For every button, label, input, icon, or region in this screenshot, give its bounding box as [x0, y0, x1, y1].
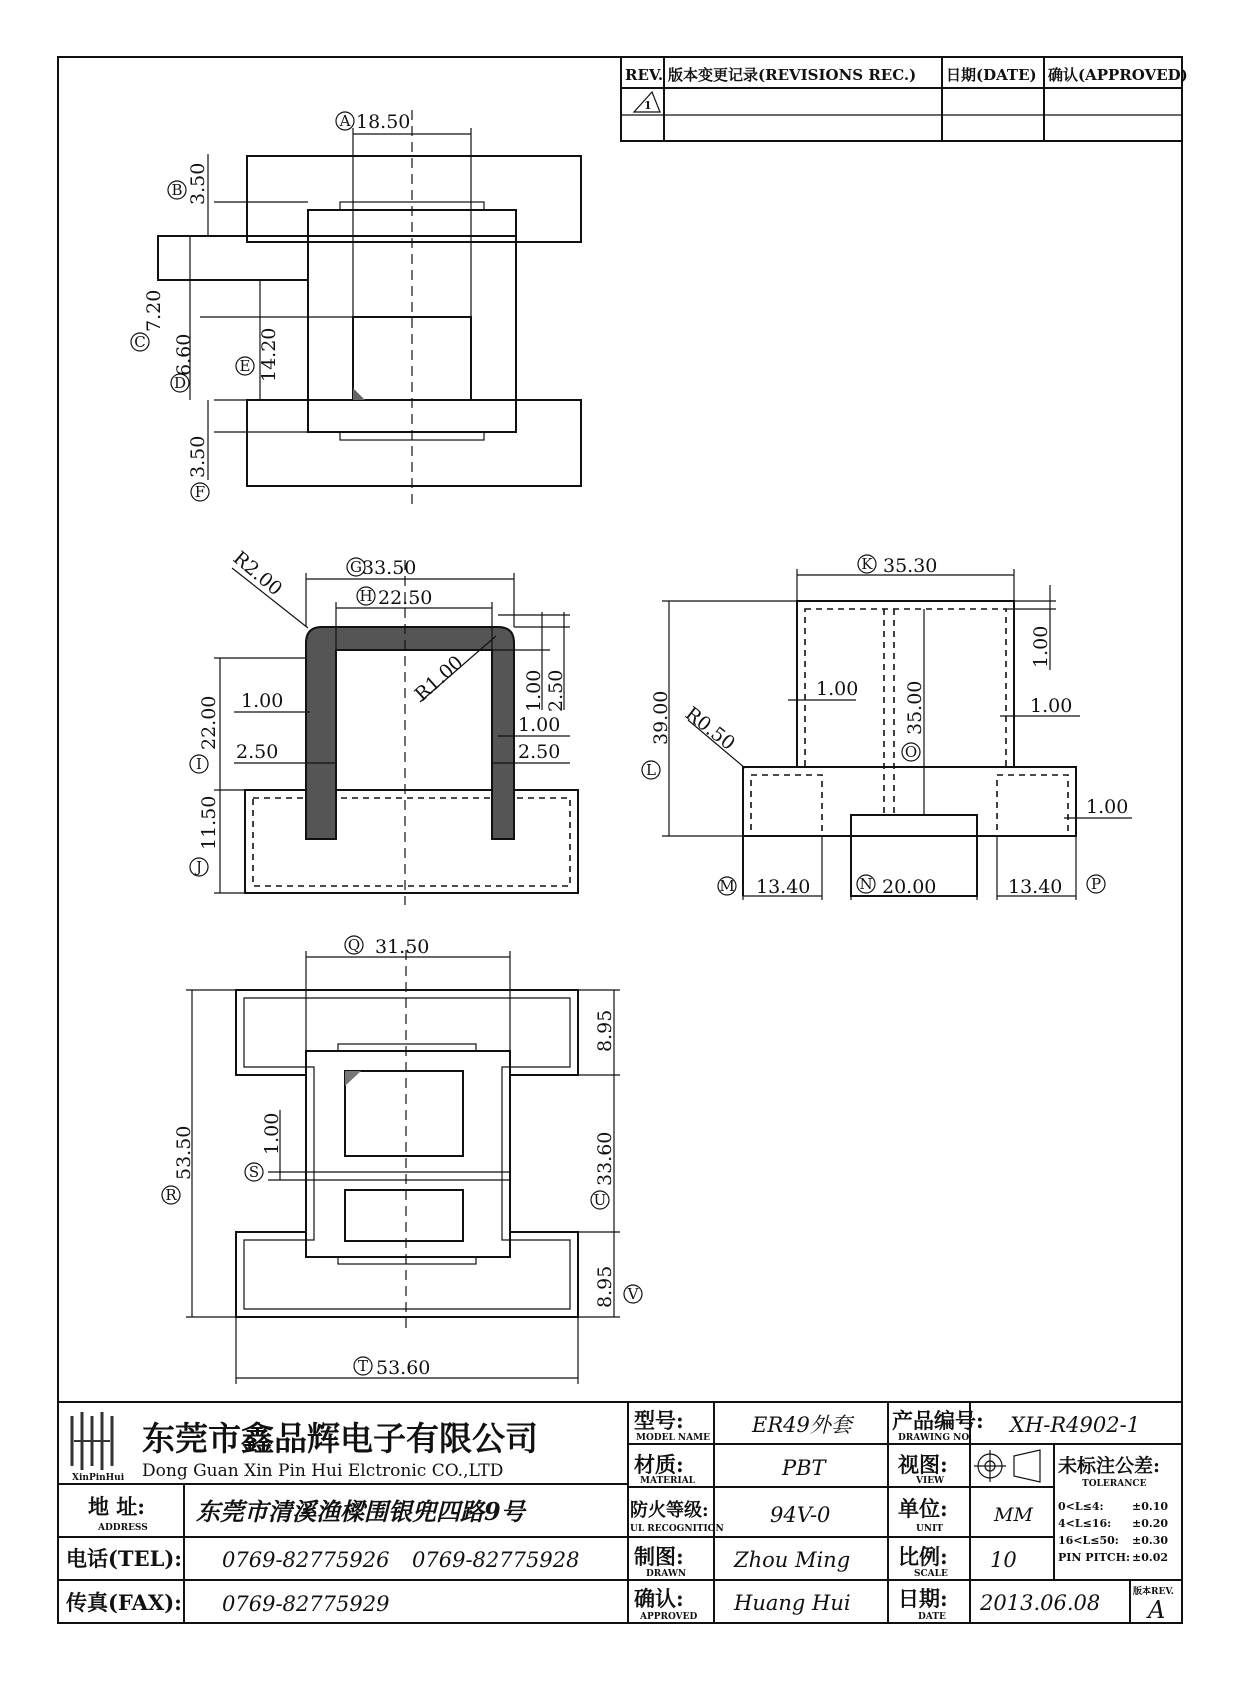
dim-a: 18.50 [356, 111, 411, 133]
dim-h: 22.50 [378, 587, 433, 609]
label-u: U [593, 1191, 607, 1209]
dim-m: 13.40 [756, 876, 811, 898]
fax-label: 传真(FAX): [66, 1590, 182, 1615]
address-label: 地 址: [88, 1494, 146, 1519]
label-e: E [239, 357, 251, 375]
dim-u: 33.60 [594, 1131, 616, 1186]
label-k: K [861, 555, 873, 573]
address-sub: ADDRESS [98, 1523, 148, 1533]
dim-wall-left-2: 2.50 [236, 741, 279, 763]
logo-text: XinPinHui [72, 1473, 125, 1483]
label-i: I [196, 755, 202, 773]
date-sub: DATE [918, 1612, 946, 1622]
approved-header: 确认(APPROVED) [1048, 66, 1188, 84]
dim-c: 7.20 [143, 289, 165, 332]
company-name-cn: 东莞市鑫品辉电子有限公司 [142, 1419, 538, 1458]
dim-t-right: 1.00 [1030, 695, 1073, 717]
model-value: ER49外套 [752, 1413, 852, 1437]
dim-wall-right-2: 2.50 [518, 741, 561, 763]
label-f: F [194, 483, 206, 501]
rev-header: REV. [625, 66, 664, 84]
material-label: 材质: [634, 1452, 684, 1477]
label-v: V [627, 1285, 639, 1303]
dim-n: 20.00 [882, 876, 937, 898]
tel-label: 电话(TEL): [66, 1546, 183, 1571]
model-label: 型号: [634, 1408, 684, 1433]
tol-range-2: 4<L≤16: [1058, 1517, 1112, 1530]
label-c: C [134, 333, 146, 351]
dim-f: 3.50 [187, 435, 209, 478]
dim-top-b: 2.50 [545, 669, 567, 712]
fax-value: 0769-82775929 [222, 1592, 390, 1616]
dim-k: 35.30 [883, 555, 938, 577]
dim-b: 3.50 [187, 162, 209, 205]
dim-t: 53.60 [376, 1357, 431, 1379]
dim-top-a: 1.00 [523, 669, 545, 712]
dim-q: 31.50 [375, 936, 430, 958]
approved-value: Huang Hui [734, 1591, 851, 1615]
revision-table [621, 57, 1188, 141]
dim-r-outer: R2.00 [228, 546, 287, 601]
material-sub: MATERIAL [640, 1476, 696, 1486]
company-logo [72, 1412, 125, 1483]
drawn-value: Zhou Ming [734, 1548, 851, 1572]
date-label: 日期: [898, 1586, 948, 1611]
top-view [131, 110, 581, 505]
dim-j: 11.50 [198, 795, 220, 850]
drawn-sub: DRAWN [646, 1569, 687, 1579]
tol-value-1: ±0.10 [1132, 1500, 1169, 1513]
dim-t-left: 1.00 [816, 678, 859, 700]
dim-t-top: 1.00 [1030, 625, 1052, 668]
scale-value: 10 [990, 1548, 1017, 1572]
fire-label: 防火等级: [630, 1500, 709, 1521]
dim-wall-right-1: 1.00 [518, 714, 561, 736]
tol-value-2: ±0.20 [1132, 1517, 1169, 1530]
approved-sub: APPROVED [640, 1612, 698, 1622]
unit-sub: UNIT [916, 1524, 943, 1534]
bottom-view [162, 936, 642, 1384]
label-r: R [165, 1186, 177, 1204]
label-b: B [171, 181, 183, 199]
dim-r-side: R0.50 [680, 702, 740, 755]
tol-range-4: PIN PITCH: [1058, 1551, 1131, 1564]
unit-label: 单位: [898, 1496, 948, 1521]
label-d: D [173, 374, 187, 392]
dwg-label: 产品编号: [892, 1408, 984, 1433]
label-p: P [1090, 875, 1102, 893]
dim-wall-left-1: 1.00 [241, 690, 284, 712]
front-view [190, 547, 578, 905]
scale-label: 比例: [898, 1544, 948, 1569]
rev-value: A [1148, 1596, 1166, 1624]
label-a: A [339, 112, 351, 130]
rev-label: 版本REV. [1133, 1587, 1174, 1597]
dwg-value: XH-R4902-1 [1010, 1413, 1141, 1437]
date-value: 2013.06.08 [980, 1591, 1101, 1615]
fire-sub: UL RECOGNITION [630, 1524, 724, 1534]
tolerance-label: 未标注公差: [1058, 1455, 1161, 1477]
tol-range-1: 0<L≤4: [1058, 1500, 1104, 1513]
sheet-border [58, 57, 1182, 1623]
approved-label: 确认: [634, 1586, 684, 1611]
label-m: M [719, 877, 735, 895]
dim-top-h: 8.95 [594, 1009, 616, 1052]
dim-r: 53.50 [173, 1125, 195, 1180]
tol-value-3: ±0.30 [1132, 1534, 1169, 1547]
dwg-sub: DRAWING NO. [898, 1433, 972, 1443]
dim-s: 1.00 [261, 1112, 283, 1155]
label-s: S [248, 1163, 260, 1181]
title-block [58, 1402, 1182, 1624]
label-n: N [859, 875, 873, 893]
tel-2: 0769-82775928 [412, 1548, 580, 1572]
label-g: G [350, 558, 362, 576]
company-name-en: Dong Guan Xin Pin Hui Elctronic CO.,LTD [142, 1461, 504, 1481]
date-header: 日期(DATE) [946, 66, 1037, 84]
dim-r-inner: R1.00 [410, 651, 468, 706]
material-value: PBT [782, 1456, 826, 1480]
tel-1: 0769-82775926 [222, 1548, 390, 1572]
label-h: H [359, 587, 373, 605]
drawn-label: 制图: [634, 1544, 684, 1569]
side-view [642, 555, 1132, 900]
fire-value: 94V-0 [770, 1503, 831, 1527]
rev-mark: 1 [644, 99, 652, 112]
dim-t-foot: 1.00 [1086, 796, 1129, 818]
dim-p: 13.40 [1008, 876, 1063, 898]
projection-symbol-icon [974, 1450, 1040, 1482]
label-o: O [904, 743, 918, 761]
label-q: Q [347, 936, 361, 954]
tol-value-4: ±0.02 [1132, 1551, 1169, 1564]
scale-sub: SCALE [914, 1569, 948, 1579]
unit-value: MM [994, 1504, 1033, 1526]
dim-bot-h: 8.95 [594, 1265, 616, 1308]
tolerance-sub: TOLERANCE [1082, 1479, 1147, 1489]
dim-i: 22.00 [198, 695, 220, 750]
dim-l: 39.00 [650, 690, 672, 745]
tol-range-3: 16<L≤50: [1058, 1534, 1119, 1547]
address-value: 东莞市清溪渔樑围银兜四路9号 [196, 1497, 525, 1526]
revisions-header: 版本变更记录(REVISIONS REC.) [668, 66, 917, 84]
dim-d: 6.60 [173, 333, 195, 376]
label-j: J [195, 858, 203, 876]
dim-g: 33.50 [362, 557, 417, 579]
view-label: 视图: [898, 1452, 948, 1477]
dim-e: 14.20 [258, 327, 280, 382]
view-sub: VIEW [916, 1476, 945, 1486]
dim-o: 35.00 [904, 680, 926, 735]
label-l: L [646, 761, 656, 779]
model-sub: MODEL NAME [636, 1433, 710, 1443]
label-t: T [357, 1357, 369, 1375]
